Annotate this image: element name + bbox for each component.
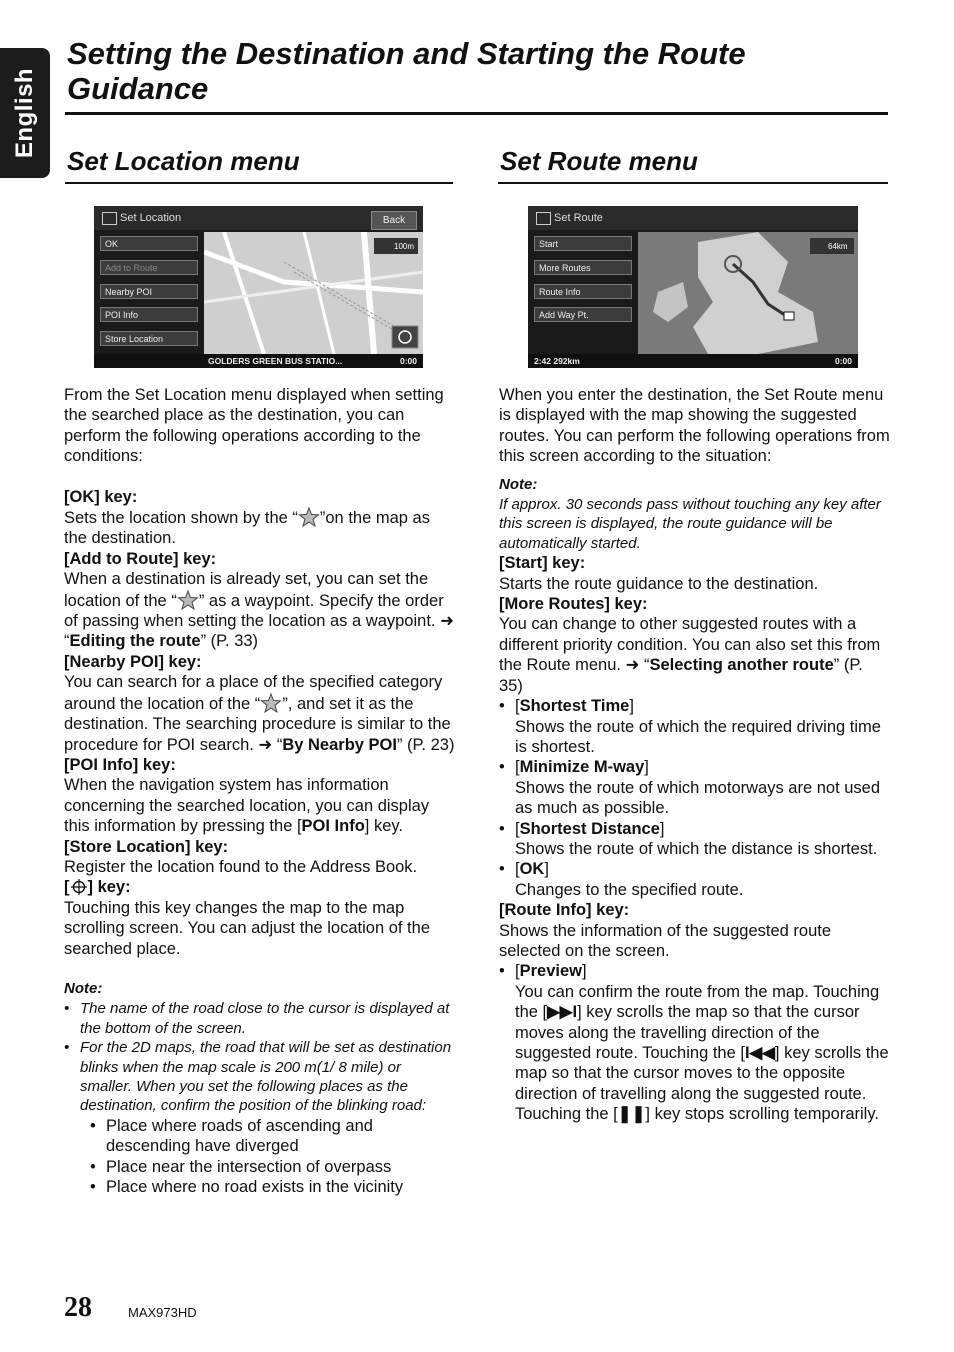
star-cursor-icon xyxy=(177,590,199,610)
section-rule xyxy=(498,182,888,184)
route-map xyxy=(638,232,858,354)
ok-button: OK xyxy=(100,236,198,251)
left-column-text xyxy=(64,385,456,1197)
start-button: Start xyxy=(534,236,632,251)
nearby-poi-heading: [Nearby POI] key: xyxy=(64,652,202,671)
nearby-poi-button: Nearby POI xyxy=(100,284,198,299)
scroll-key-heading: [ ] key: xyxy=(64,878,131,897)
note-item: • The name of the road close to the cursor is displayed at the bottom of the screen. xyxy=(64,1000,450,1037)
route-option: • [Shortest Distance] Shows the route of which the distance is shortest. xyxy=(499,819,878,858)
language-tab: English xyxy=(0,48,50,178)
note-heading: Note: xyxy=(499,475,538,493)
route-option: • [OK] Changes to the specified route. xyxy=(499,860,744,899)
sub-bullet: • Place where roads of ascending and descending have diverged xyxy=(90,1116,373,1156)
back-button: Back xyxy=(371,211,417,230)
page-number: 28 xyxy=(64,1292,92,1323)
intro-paragraph: When you enter the destination, the Set Route menu is displayed with the map showing the suggested routes. You can perform the following operations from this screen according to the situation: xyxy=(499,386,890,466)
intro-paragraph: From the Set Location menu displayed when setting the searched place as the destination, you can perform the following operations according to the conditions: xyxy=(64,386,444,466)
store-location-button: Store Location xyxy=(100,331,198,346)
add-to-route-heading: [Add to Route] key: xyxy=(64,549,217,568)
add-way-point-button: Add Way Pt. xyxy=(534,307,632,322)
set-route-screenshot xyxy=(528,206,858,368)
more-routes-text: You can change to other suggested routes with a different priority condition. You can also set this from the Route menu. ➜ “Selecting another route” (P. 35) xyxy=(499,615,881,695)
ok-key-heading: [OK] key: xyxy=(64,487,138,506)
store-location-text: Register the location found to the Address Book. xyxy=(64,857,418,876)
fast-forward-icon: ▶▶I xyxy=(547,1003,578,1022)
map-icon xyxy=(102,212,117,225)
scroll-target-icon xyxy=(70,879,88,895)
street-map xyxy=(204,232,423,354)
sub-bullet: • Place where no road exists in the vicinity xyxy=(90,1178,404,1197)
store-location-heading: [Store Location] key: xyxy=(64,837,229,856)
status-bar: GOLDERS GREEN BUS STATIO... 0:00 xyxy=(94,354,423,368)
sub-bullet: • Place near the intersection of overpass xyxy=(90,1157,392,1176)
start-key-text: Starts the route guidance to the destination. xyxy=(499,574,819,593)
pause-icon: ❚❚ xyxy=(617,1105,646,1124)
nearby-poi-text: You can search for a place of the specified category around the location of the “ ”, and set it as the destination. The searching procedure is similar to the procedure for POI search. ➜ “By Nearby POI” (P. 23) xyxy=(64,673,455,754)
set-location-screenshot xyxy=(94,206,423,368)
poi-info-button: POI Info xyxy=(100,307,198,322)
note-text: If approx. 30 seconds pass without touching any key after this screen is displayed, the route guidance will be automatically started. xyxy=(499,496,881,552)
add-to-route-text: When a destination is already set, you can set the location of the “ ” as a waypoint. Specify the order of passing when setting the location as a waypoint. ➜ “Editing the route” (P. 33) xyxy=(64,570,454,651)
poi-info-text: When the navigation system has information concerning the searched location, you can display this information by pressing the [POI Info] key. xyxy=(64,776,430,836)
section-title-set-location: Set Location menu xyxy=(67,146,300,176)
page-title: Setting the Destination and Starting the Route Guidance xyxy=(67,36,746,106)
more-routes-heading: [More Routes] key: xyxy=(499,595,648,614)
poi-info-heading: [POI Info] key: xyxy=(64,755,176,774)
scroll-key-text: Touching this key changes the map to the map scrolling screen. You can adjust the location of the searched place. xyxy=(64,898,430,958)
start-key-heading: [Start] key: xyxy=(499,554,586,573)
note-heading: Note: xyxy=(64,979,103,997)
route-info-button: Route Info xyxy=(534,284,632,299)
star-cursor-icon xyxy=(260,693,282,713)
section-title-set-route: Set Route menu xyxy=(500,146,698,176)
map-scale: 64km xyxy=(828,242,848,251)
add-to-route-button: Add to Route xyxy=(100,260,198,275)
map-icon xyxy=(536,212,551,225)
note-item: • For the 2D maps, the road that will be set as destination blinks when the map scale is 200 m(1/ 8 mile) or smaller. When you set the following places as the destination, confirm the position of the blinking road: xyxy=(64,1039,452,1115)
model-number: MAX973HD xyxy=(128,1305,197,1320)
preview-option: • [Preview] You can confirm the route from the map. Touching the [▶▶I] key scrolls the map so that the cursor moves along the travelling direction of the suggested route. Touching the [I◀◀] key scrolls the map so that the cursor moves to the opposite direction of travelling along the suggested route. Touching the [❚❚] key stops scrolling temporarily. xyxy=(499,962,889,1124)
rewind-icon: I◀◀ xyxy=(744,1044,775,1062)
star-cursor-icon xyxy=(298,507,320,527)
more-routes-button: More Routes xyxy=(534,260,632,275)
route-option: • [Minimize M-way] Shows the route of which motorways are not used as much as possible. xyxy=(499,758,881,818)
screen-title-bar: Set Location xyxy=(94,206,423,230)
note-list xyxy=(64,999,456,1115)
title-rule xyxy=(65,112,888,115)
map-scale: 100m xyxy=(394,242,415,251)
ok-key-text: Sets the location shown by the “ ”on the map as the destination. xyxy=(64,509,430,548)
right-column-text xyxy=(499,385,891,1125)
section-rule xyxy=(65,182,453,184)
route-info-text: Shows the information of the suggested route selected on the screen. xyxy=(499,921,832,960)
route-option: • [Shortest Time] Shows the route of which the required driving time is shortest. xyxy=(499,697,881,756)
route-info-heading: [Route Info] key: xyxy=(499,901,630,920)
status-bar: 2:42 292km 0:00 xyxy=(528,354,858,368)
screen-title-bar: Set Route xyxy=(528,206,858,230)
